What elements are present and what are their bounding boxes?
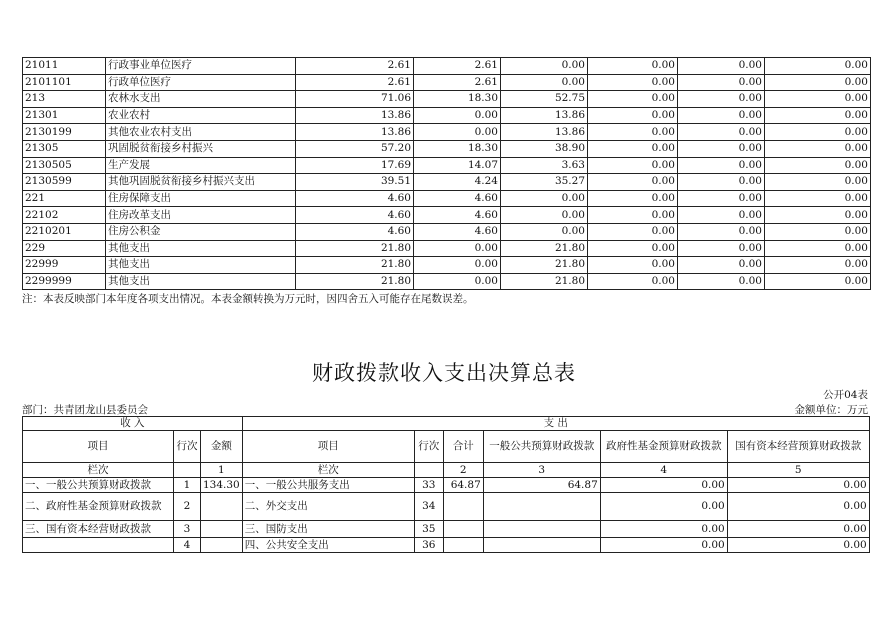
subject-name: 行政单位医疗 [106,74,296,91]
subject-name: 生产发展 [106,157,296,174]
amount-cell: 4.24 [414,174,501,191]
amount-cell: 0.00 [501,207,588,224]
expense-item: 二、外交支出 [242,493,414,521]
amount-cell: 0.00 [765,223,871,240]
lanci-index: 3 [483,463,600,478]
subject-code: 229 [23,240,106,257]
table-row [23,538,870,553]
amount-cell: 0.00 [678,273,765,290]
expense-item: 一、一般公共服务支出 [242,478,414,493]
subject-code: 21305 [23,140,106,157]
income-amount: 134.30 [201,478,243,493]
amount-cell: 0.00 [765,257,871,274]
col-total: 合计 [443,431,483,463]
table-row [23,223,871,240]
income-amount [201,521,243,538]
amount-cell: 35.27 [501,174,588,191]
col-income-line: 行次 [174,431,201,463]
income-line: 1 [174,478,201,493]
amount-cell: 3.63 [501,157,588,174]
total-amount [443,521,483,538]
subject-name: 其他支出 [106,257,296,274]
table-row [23,521,870,538]
state-capital-amount: 0.00 [727,478,869,493]
amount-cell: 21.80 [296,273,414,290]
expense-item: 三、国防支出 [242,521,414,538]
amount-cell: 0.00 [678,257,765,274]
amount-cell: 0.00 [765,174,871,191]
state-capital-amount: 0.00 [727,538,869,553]
subject-code: 221 [23,190,106,207]
fiscal-summary-table [22,416,870,553]
amount-cell: 0.00 [588,107,678,124]
col-expense-line: 行次 [414,431,443,463]
subject-code: 2299999 [23,273,106,290]
amount-cell: 0.00 [588,91,678,108]
col-general-budget: 一般公共预算财政拨款 [483,431,600,463]
amount-cell: 0.00 [678,157,765,174]
fund-budget-amount: 0.00 [600,521,727,538]
subject-name: 其他巩固脱贫衔接乡村振兴支出 [106,174,296,191]
amount-unit-label: 金额单位：万元 [794,404,868,416]
subject-name: 其他农业农村支出 [106,124,296,141]
page-title: 财政拨款收入支出决算总表 [312,361,576,385]
amount-cell: 0.00 [765,58,871,75]
subject-code: 2130505 [23,157,106,174]
amount-cell: 0.00 [501,190,588,207]
subject-name: 农业农村 [106,107,296,124]
table-row [23,493,870,521]
amount-cell: 0.00 [765,107,871,124]
amount-cell: 0.00 [765,207,871,224]
amount-cell: 0.00 [588,207,678,224]
expense-line: 33 [414,478,443,493]
amount-cell: 0.00 [414,257,501,274]
subject-name: 其他支出 [106,240,296,257]
amount-cell: 13.86 [296,107,414,124]
amount-cell: 18.30 [414,91,501,108]
amount-cell: 0.00 [678,240,765,257]
amount-cell: 0.00 [414,273,501,290]
table-note: 注：本表反映部门本年度各项支出情况。本表金额转换为万元时，因四舍五入可能存在尾数误差。 [22,293,474,305]
subject-code: 22102 [23,207,106,224]
income-line: 3 [174,521,201,538]
amount-cell: 0.00 [588,140,678,157]
amount-cell: 0.00 [588,257,678,274]
amount-cell: 17.69 [296,157,414,174]
total-amount [443,538,483,553]
fund-budget-amount: 0.00 [600,538,727,553]
amount-cell: 0.00 [765,91,871,108]
income-item: 一、一般公共预算财政拨款 [23,478,174,493]
amount-cell: 0.00 [678,207,765,224]
amount-cell: 21.80 [296,257,414,274]
amount-cell: 0.00 [678,74,765,91]
fund-budget-amount: 0.00 [600,478,727,493]
table-row [23,124,871,141]
amount-cell: 0.00 [501,223,588,240]
table-row [23,174,871,191]
amount-cell: 0.00 [588,223,678,240]
amount-cell: 13.86 [501,107,588,124]
table-number: 公开04表 [823,389,868,401]
expense-line: 34 [414,493,443,521]
income-item [23,538,174,553]
total-amount [443,493,483,521]
amount-cell: 38.90 [501,140,588,157]
fund-budget-amount: 0.00 [600,493,727,521]
amount-cell: 14.07 [414,157,501,174]
state-capital-amount: 0.00 [727,493,869,521]
amount-cell: 13.86 [501,124,588,141]
amount-cell: 0.00 [414,107,501,124]
subject-name: 行政事业单位医疗 [106,58,296,75]
amount-cell: 4.60 [414,190,501,207]
general-budget-amount [483,521,600,538]
lanci-index: 1 [201,463,243,478]
subject-code: 2130599 [23,174,106,191]
subject-name: 农林水支出 [106,91,296,108]
lanci-label: 栏次 [23,463,174,478]
amount-cell: 0.00 [588,157,678,174]
amount-cell: 52.75 [501,91,588,108]
amount-cell: 4.60 [296,207,414,224]
income-item: 三、国有资本经营财政拨款 [23,521,174,538]
lanci-index: 5 [727,463,869,478]
income-line: 4 [174,538,201,553]
income-header: 收 入 [23,417,243,431]
amount-cell: 21.80 [501,240,588,257]
amount-cell: 0.00 [678,140,765,157]
col-fund-budget: 政府性基金预算财政拨款 [600,431,727,463]
department-label: 部门：共青团龙山县委员会 [22,404,148,416]
lanci-empty [174,463,201,478]
col-state-capital: 国有资本经营预算财政拨款 [727,431,869,463]
income-item: 二、政府性基金预算财政拨款 [23,493,174,521]
amount-cell: 0.00 [414,124,501,141]
amount-cell: 0.00 [588,190,678,207]
amount-cell: 0.00 [678,174,765,191]
amount-cell: 0.00 [501,58,588,75]
table-row [23,478,870,493]
lanci-empty [414,463,443,478]
amount-cell: 0.00 [765,124,871,141]
table-row [23,74,871,91]
table-row [23,257,871,274]
subject-code: 2130199 [23,124,106,141]
amount-cell: 0.00 [678,91,765,108]
amount-cell: 4.60 [414,223,501,240]
amount-cell: 57.20 [296,140,414,157]
subject-name: 住房公积金 [106,223,296,240]
amount-cell: 4.60 [296,223,414,240]
table-row [23,91,871,108]
amount-cell: 0.00 [765,74,871,91]
amount-cell: 0.00 [588,273,678,290]
general-budget-amount: 64.87 [483,478,600,493]
col-income-amount: 金额 [201,431,243,463]
general-budget-amount [483,538,600,553]
subject-code: 22999 [23,257,106,274]
amount-cell: 13.86 [296,124,414,141]
state-capital-amount: 0.00 [727,521,869,538]
expenditure-detail-table [22,57,871,290]
amount-cell: 0.00 [501,74,588,91]
amount-cell: 39.51 [296,174,414,191]
lanci-label: 栏次 [242,463,414,478]
amount-cell: 21.80 [296,240,414,257]
amount-cell: 0.00 [765,240,871,257]
total-amount: 64.87 [443,478,483,493]
amount-cell: 0.00 [765,273,871,290]
lanci-index: 4 [600,463,727,478]
table-row [23,240,871,257]
amount-cell: 71.06 [296,91,414,108]
lanci-index: 2 [443,463,483,478]
table-row [23,107,871,124]
amount-cell: 0.00 [678,223,765,240]
amount-cell: 0.00 [678,124,765,141]
expense-item: 四、公共安全支出 [242,538,414,553]
amount-cell: 4.60 [296,190,414,207]
income-line: 2 [174,493,201,521]
subject-name: 巩固脱贫衔接乡村振兴 [106,140,296,157]
table-row [23,207,871,224]
subject-name: 住房改革支出 [106,207,296,224]
amount-cell: 4.60 [414,207,501,224]
subject-code: 213 [23,91,106,108]
table-row [23,140,871,157]
table-row [23,190,871,207]
col-expense-item: 项目 [242,431,414,463]
amount-cell: 0.00 [588,124,678,141]
subject-code: 21301 [23,107,106,124]
amount-cell: 0.00 [678,190,765,207]
amount-cell: 2.61 [296,58,414,75]
amount-cell: 0.00 [765,190,871,207]
amount-cell: 0.00 [678,58,765,75]
subject-code: 2101101 [23,74,106,91]
col-income-item: 项目 [23,431,174,463]
subject-name: 其他支出 [106,273,296,290]
amount-cell: 21.80 [501,257,588,274]
amount-cell: 0.00 [765,140,871,157]
table-row [23,157,871,174]
general-budget-amount [483,493,600,521]
income-amount [201,493,243,521]
expense-line: 36 [414,538,443,553]
subject-code: 21011 [23,58,106,75]
income-amount [201,538,243,553]
amount-cell: 0.00 [588,240,678,257]
amount-cell: 0.00 [678,107,765,124]
amount-cell: 18.30 [414,140,501,157]
table-row [23,58,871,75]
subject-name: 住房保障支出 [106,190,296,207]
expense-line: 35 [414,521,443,538]
amount-cell: 2.61 [296,74,414,91]
subject-code: 2210201 [23,223,106,240]
amount-cell: 0.00 [588,174,678,191]
table-row [23,273,871,290]
amount-cell: 0.00 [588,74,678,91]
expense-header: 支 出 [242,417,869,431]
amount-cell: 2.61 [414,74,501,91]
amount-cell: 21.80 [501,273,588,290]
amount-cell: 0.00 [588,58,678,75]
amount-cell: 0.00 [765,157,871,174]
amount-cell: 2.61 [414,58,501,75]
amount-cell: 0.00 [414,240,501,257]
